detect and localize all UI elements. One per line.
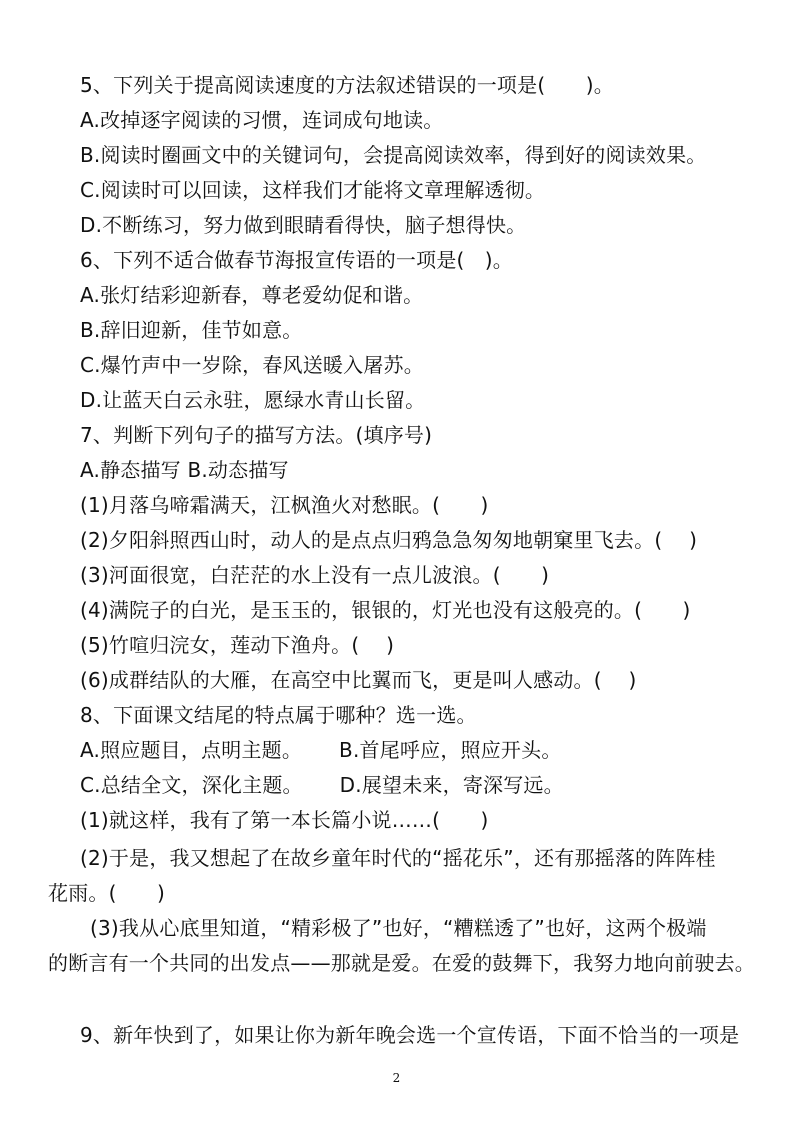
q7-item-5: (5)竹喧归浣女，莲动下渔舟。( ) [80, 633, 395, 657]
q8-item-3-line-1: (3)我从心底里知道，“精彩极了”也好，“糟糕透了”也好，这两个极端 [90, 916, 707, 940]
q5-option-d: D.不断练习，努力做到眼睛看得快，脑子想得快。 [80, 213, 527, 237]
q9-stem: 9、新年快到了，如果让你为新年晚会选一个宣传语，下面不恰当的一项是 [80, 1023, 740, 1047]
q7-choices: A.静态描写 B.动态描写 [80, 458, 289, 482]
q8-stem: 8、下面课文结尾的特点属于哪种？选一选。 [80, 703, 477, 727]
q8-choices-row-2: C.总结全文，深化主题。 D.展望未来，寄深写远。 [80, 773, 564, 797]
q5-option-a: A.改掉逐字阅读的习惯，连词成句地读。 [80, 108, 444, 132]
q5-option-c: C.阅读时可以回读，这样我们才能将文章理解透彻。 [80, 178, 546, 202]
q5-option-b: B.阅读时圈画文中的关键词句，会提高阅读效率，得到好的阅读效果。 [80, 143, 707, 167]
q7-item-2: (2)夕阳斜照西山时，动人的是点点归鸦急急匆匆地朝窠里飞去。( ) [80, 528, 698, 552]
q6-stem: 6、下列不适合做春节海报宣传语的一项是( )。 [80, 248, 513, 272]
page-number: 2 [392, 1071, 401, 1085]
q7-item-6: (6)成群结队的大雁，在高空中比翼而飞，更是叫人感动。( ) [80, 668, 637, 692]
q6-option-d: D.让蓝天白云永驻，愿绿水青山长留。 [80, 388, 426, 412]
q8-choices-row-1: A.照应题目，点明主题。 B.首尾呼应，照应开头。 [80, 738, 562, 762]
q8-item-2-line-1: (2)于是，我又想起了在故乡童年时代的“摇花乐”，还有那摇落的阵阵桂 [80, 846, 716, 870]
q7-item-4: (4)满院子的白光，是玉玉的，银银的，灯光也没有这般亮的。( ) [80, 598, 691, 622]
q6-option-a: A.张灯结彩迎新春，尊老爱幼促和谐。 [80, 283, 424, 307]
q6-option-b: B.辞旧迎新，佳节如意。 [80, 318, 303, 342]
q8-item-1: (1)就这样，我有了第一本长篇小说……( ) [80, 808, 489, 832]
q8-item-3-line-2: 的断言有一个共同的出发点——那就是爱。在爱的鼓舞下，我努力地向前驶去。 [48, 951, 755, 975]
q6-option-c: C.爆竹声中一岁除，春风送暖入屠苏。 [80, 353, 424, 377]
q7-stem: 7、判断下列句子的描写方法。(填序号) [80, 423, 433, 447]
q7-item-1: (1)月落乌啼霜满天，江枫渔火对愁眠。( ) [80, 493, 489, 517]
q7-item-3: (3)河面很宽，白茫茫的水上没有一点儿波浪。( ) [80, 563, 550, 587]
q8-item-2-line-2: 花雨。( ) [48, 881, 166, 905]
q5-stem: 5、下列关于提高阅读速度的方法叙述错误的一项是( )。 [80, 73, 614, 97]
